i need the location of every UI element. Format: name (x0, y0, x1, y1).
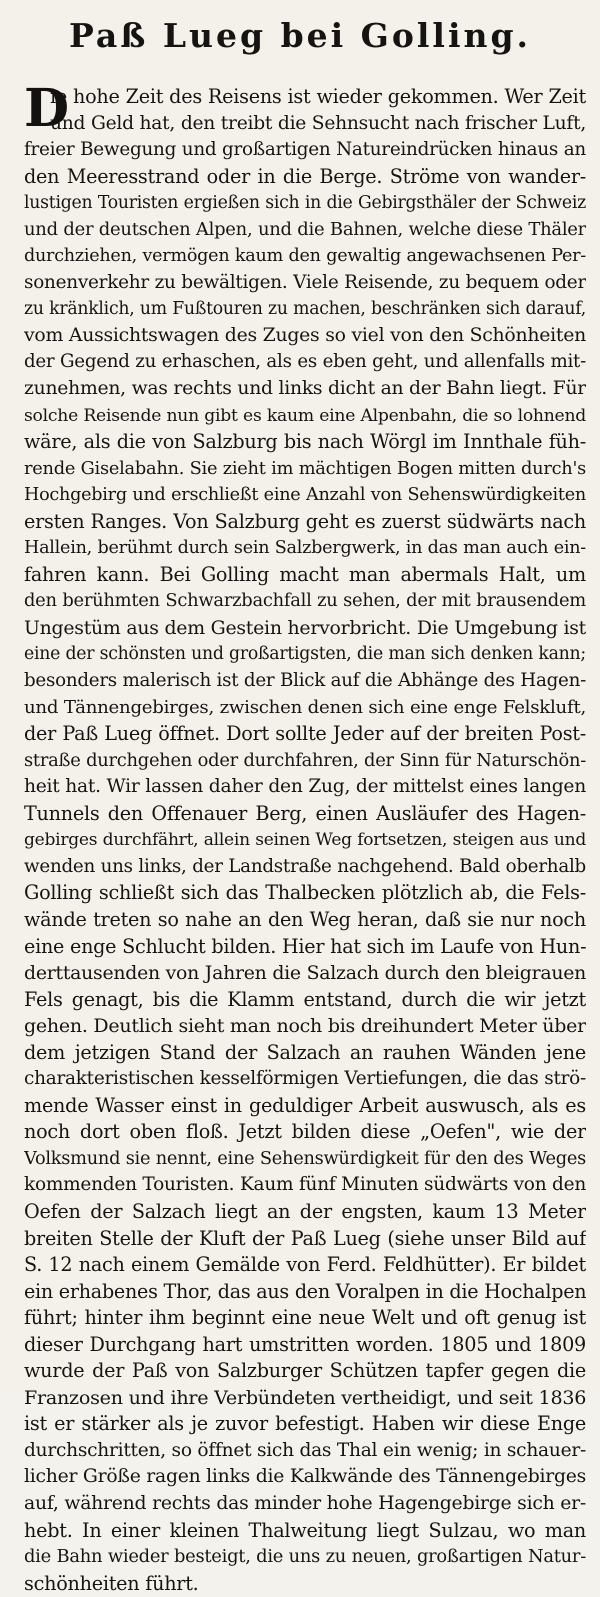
text-line: heit hat. Wir lassen daher den Zug, der mittelst eines langen (24, 776, 586, 798)
text-line: licher Größe ragen links die Kalkwände des Tännengebirges (24, 1466, 586, 1488)
text-line: breiten Stelle der Kluft der Paß Lueg (siehe unser Bild auf (24, 1226, 586, 1250)
text-line: durchschritten, so öffnet sich das Thal ein wenig; in schauer- (24, 1439, 586, 1461)
text-line: noch dort oben floß. Jetzt bilden diese „Oefen", wie der (24, 1120, 586, 1144)
text-line: Volksmund sie nennt, eine Sehenswürdigkeit für den des Weges (24, 1148, 586, 1169)
article-body (24, 78, 586, 1597)
text-line: Ungestüm aus dem Gestein hervorbricht. Die Umgebung ist (24, 616, 586, 639)
text-line: durchziehen, vermögen kaum den gewaltig angewachsenen Per- (24, 246, 586, 267)
text-line: dieser Durchgang hart umstritten worden. 1805 und 1809 (24, 1332, 586, 1356)
text-line: und Tännengebirges, zwischen denen sich eine enge Felskluft, (24, 696, 586, 718)
text-line: solche Reisende nun gibt es kaum eine Alpenbahn, die so lohnend (24, 405, 586, 426)
text-line: kommenden Touristen. Kaum fünf Minuten südwärts von den (24, 1174, 586, 1196)
text-line: ie hohe Zeit des Reisens ist wieder gekommen. Wer Zeit (50, 85, 586, 108)
text-line: schönheiten führt. (24, 1571, 199, 1595)
text-line: derttausenden von Jahren die Salzach durch den bleigrauen (24, 962, 586, 985)
text-line: ist er stärker als je zuvor befestigt. Haben wir diese Enge (24, 1412, 586, 1436)
text-line: Franzosen und ihre Verbündeten vertheidigt, und seit 1836 (24, 1385, 586, 1409)
text-line: hebt. In einer kleinen Thalweitung liegt Sulzau, wo man (24, 1518, 586, 1542)
text-line: der Paß Lueg öffnet. Dort sollte Jeder auf der breiten Post- (24, 722, 586, 746)
text-line: wurde der Paß von Salzburger Schützen tapfer gegen die (24, 1359, 586, 1383)
text-line: die Bahn wieder besteigt, die uns zu neuen, großartigen Natur- (24, 1546, 586, 1568)
text-line: wände treten so nahe an den Weg heran, daß sie nur noch (24, 907, 586, 931)
text-line: Tunnels den Offenauer Berg, einen Ausläufer des Hagen- (24, 801, 586, 825)
text-line: Golling schließt sich das Thalbecken plötzlich ab, die Fels- (24, 881, 586, 905)
text-line: zu kränklich, um Fußtouren zu machen, beschränken sich darauf, (24, 299, 586, 320)
article-lines (24, 78, 586, 1597)
text-line: dem jetzigen Stand der Salzach an rauhen Wänden jene (24, 1040, 586, 1064)
text-line: eine enge Schlucht bilden. Hier hat sich im Laufe von Hun- (24, 934, 586, 958)
text-line: gebirges durchfährt, allein seinen Weg fortsetzen, steigen aus und (24, 830, 586, 851)
text-line: wenden uns links, der Landstraße nachgehend. Bald oberhalb (24, 855, 586, 877)
text-line: besonders malerisch ist der Blick auf die Abhänge des Hagen- (24, 670, 586, 692)
text-line: fahren kann. Bei Golling macht man abermals Halt, um (24, 562, 586, 586)
text-line: der Gegend zu erhaschen, als es eben geht, und allenfalls mit- (24, 351, 586, 373)
text-line: S. 12 nach einem Gemälde von Ferd. Feldhütter). Er bildet (24, 1253, 586, 1277)
text-line: mende Wasser einst in geduldiger Arbeit auswusch, als es (24, 1093, 586, 1117)
text-line: und Geld hat, den treibt die Sehnsucht nach frischer Luft, (50, 112, 586, 134)
text-line: auf, während rechts das minder hohe Hagengebirge sich er- (24, 1492, 586, 1514)
text-line: Hochgebirg und erschließt eine Anzahl von Sehenswürdigkeiten (24, 485, 586, 506)
text-line: ein erhabenes Thor, das aus den Voralpen in die Hochalpen (24, 1279, 586, 1303)
text-line: wäre, als die von Salzburg bis nach Wörgl im Innthale füh- (24, 430, 586, 454)
text-line: freier Bewegung und großartigen Natureindrücken hinaus an (24, 139, 586, 161)
text-line: charakteristischen kesselförmigen Vertiefungen, die das strö- (24, 1068, 586, 1090)
text-line: vom Aussichtswagen des Zuges so viel von den Schönheiten (24, 324, 586, 346)
text-line: rende Giselabahn. Sie zieht im mächtigen Bogen mitten durch's (24, 458, 586, 479)
text-line: und der deutschen Alpen, und die Bahnen, welche diese Thäler (24, 218, 586, 240)
text-line: zunehmen, was rechts und links dicht an der Bahn liegt. Für (24, 378, 586, 400)
text-line: führt; hinter ihm beginnt eine neue Welt und oft genug ist (24, 1306, 586, 1330)
drop-cap: D (24, 78, 70, 139)
article-title: Paß Lueg bei Golling. (68, 16, 532, 55)
text-line: den berühmten Schwarzbachfall zu sehen, der mit brausendem (24, 590, 586, 612)
text-line: straße durchgehen oder durchfahren, der Sinn für Naturschön- (24, 749, 586, 771)
text-line: sonenverkehr zu bewältigen. Viele Reisende, zu bequem oder (24, 271, 586, 293)
text-line: lustigen Touristen ergießen sich in die Gebirgsthäler der Schweiz (24, 193, 586, 214)
text-line: Oefen der Salzach liegt an der engsten, kaum 13 Meter (24, 1199, 586, 1223)
text-line: Hallein, berühmt durch sein Salzbergwerk, in das man auch ein- (24, 538, 586, 559)
text-line: den Meeresstrand oder in die Berge. Ströme von wander- (24, 164, 586, 188)
text-line: ersten Ranges. Von Salzburg geht es zuerst südwärts nach (24, 509, 586, 533)
text-line: gehen. Deutlich sieht man noch bis dreihundert Meter über (24, 1015, 586, 1038)
text-line: Fels genagt, bis die Klamm entstand, durch die wir jetzt (24, 987, 586, 1011)
text-line: eine der schönsten und großartigsten, die man sich denken kann; (24, 644, 586, 665)
